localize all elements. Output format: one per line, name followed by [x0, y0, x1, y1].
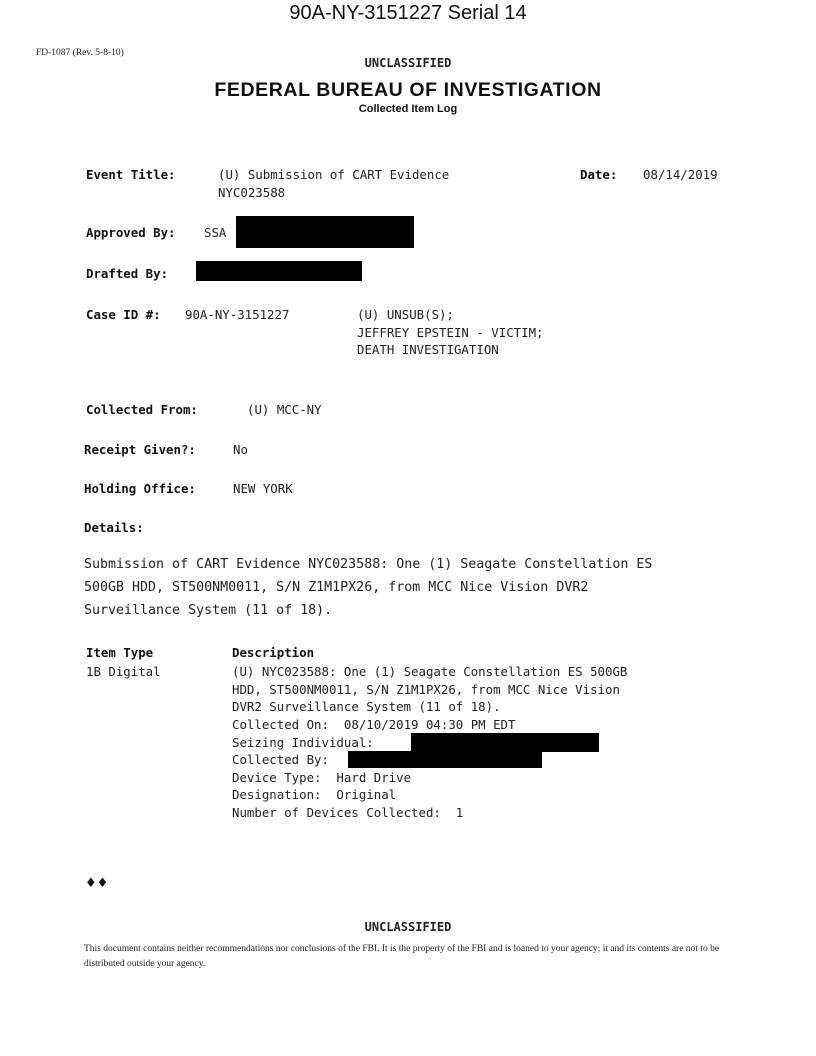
approved-by-label: Approved By: [86, 225, 176, 240]
case-title-line: JEFFREY EPSTEIN - VICTIM; [357, 325, 544, 340]
item-description: DVR2 Surveillance System (11 of 18). [232, 699, 501, 714]
item-description: HDD, ST500NM0011, S/N Z1M1PX26, from MCC Nice Vision [232, 682, 620, 697]
item-type-value: 1B Digital [86, 664, 161, 679]
date-label: Date: [580, 167, 618, 182]
diamond-marks: ♦♦ [85, 876, 109, 891]
item-collected-by: Collected By: [232, 752, 329, 767]
case-title-line: (U) UNSUB(S); [357, 307, 454, 322]
event-title-value-cont: NYC023588 [218, 185, 286, 200]
date-value: 08/14/2019 [643, 167, 718, 182]
item-collected-on: Collected On: 08/10/2019 04:30 PM EDT [232, 717, 516, 732]
event-title-value: (U) Submission of CART Evidence [218, 167, 450, 182]
item-device-type: Device Type: Hard Drive [232, 770, 412, 785]
collected-from-value: (U) MCC-NY [247, 402, 322, 417]
holding-office-label: Holding Office: [84, 481, 196, 496]
details-text: Surveillance System (11 of 18). [84, 603, 333, 618]
item-device-count: Number of Devices Collected: 1 [232, 805, 464, 820]
collected-from-label: Collected From: [86, 402, 198, 417]
item-description: (U) NYC023588: One (1) Seagate Constellation ES 500GB [232, 664, 628, 679]
item-type-header: Item Type [86, 645, 154, 660]
item-designation: Designation: Original [232, 787, 397, 802]
case-id-label: Case ID #: [86, 307, 161, 322]
receipt-label: Receipt Given?: [84, 442, 196, 457]
receipt-value: No [233, 442, 248, 457]
case-title-line: DEATH INVESTIGATION [357, 342, 499, 357]
form-number: FD-1087 (Rev. 5-8-10) [36, 48, 124, 58]
redaction-collected-by [348, 751, 542, 768]
redaction-approved-by [236, 216, 414, 248]
classification-footer: UNCLASSIFIED [364, 920, 452, 934]
serial-number: 90A-NY-3151227 Serial 14 [289, 2, 527, 24]
classification-header: UNCLASSIFIED [364, 56, 452, 70]
redaction-drafted-by [196, 261, 362, 281]
details-text: 500GB HDD, ST500NM0011, S/N Z1M1PX26, from MCC Nice Vision DVR2 [84, 580, 589, 595]
disclaimer-text: This document contains neither recommendations nor conclusions of the FBI. It is the property of the FBI and is loaned to your agency; it and its contents are not to be distributed outside your agency. [84, 944, 720, 969]
holding-office-value: NEW YORK [233, 481, 293, 496]
approved-by-value: SSA [204, 225, 227, 240]
drafted-by-label: Drafted By: [86, 266, 169, 281]
agency-title: FEDERAL BUREAU OF INVESTIGATION [214, 79, 602, 101]
item-seizing-individual: Seizing Individual: [232, 735, 374, 750]
event-title-label: Event Title: [86, 167, 176, 182]
details-text: Submission of CART Evidence NYC023588: One (1) Seagate Constellation ES [84, 557, 653, 572]
case-id-value: 90A-NY-3151227 [185, 307, 290, 322]
description-header: Description [232, 645, 315, 660]
redaction-seizing-individual [411, 733, 599, 752]
log-title: Collected Item Log [358, 103, 458, 115]
details-label: Details: [84, 520, 144, 535]
